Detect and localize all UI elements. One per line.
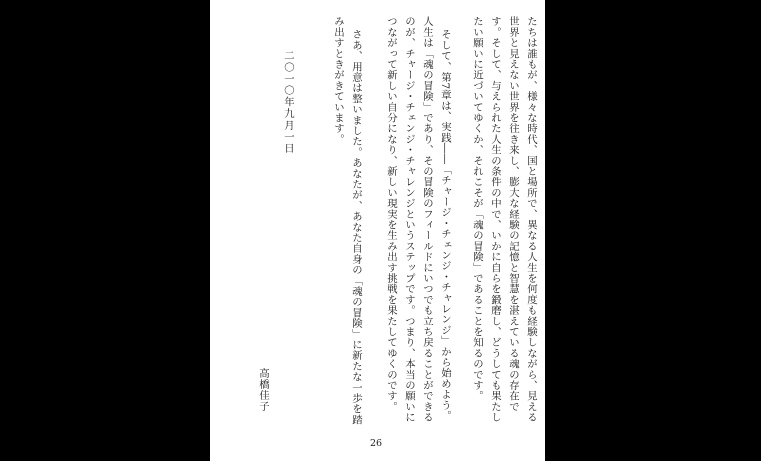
text-line: す。そして、与えられた人生の条件の中で、いかに自らを鍛磨し、どうしても果たし: [489, 16, 501, 423]
text-line: 世界と見えない世界を往き来し、膨大な経験の記憶と智慧を湛えている魂の存在で: [507, 16, 519, 412]
date-line: 二〇一〇年九月一日: [282, 50, 294, 155]
text-line: のが、チャージ・チェンジ・チャレンジというステップです。つまり、本当の願いに: [403, 16, 415, 423]
author-signature: 高橋佳子: [257, 368, 269, 412]
text-line: 人生は「魂の冒険」であり、その冒険のフィールドにいつでも立ち戻ることができる: [421, 16, 433, 423]
text-line: さあ、用意は整いました。あなたが、あなた自身の「魂の冒険」に新たな一歩を踏: [350, 29, 362, 425]
page-number: 26: [370, 438, 383, 449]
text-line: そして、第7章は、実践――「チャージ・チェンジ・チャレンジ」から始めよう。: [439, 29, 451, 422]
text-line: み出すときがきています。: [332, 16, 344, 145]
text-line: たい願いに近づいてゆくか、それこそが「魂の冒険」であることを知るのです。: [471, 16, 483, 402]
text-line: つながって新しい自分になり、新しい現実を生み出す挑戦を果たしてゆくのです。: [385, 16, 397, 412]
text-line: たちは誰もが、様々な時代、国と場所で、異なる人生を何度も経験しながら、見える: [525, 16, 537, 423]
book-page: [210, 0, 545, 461]
